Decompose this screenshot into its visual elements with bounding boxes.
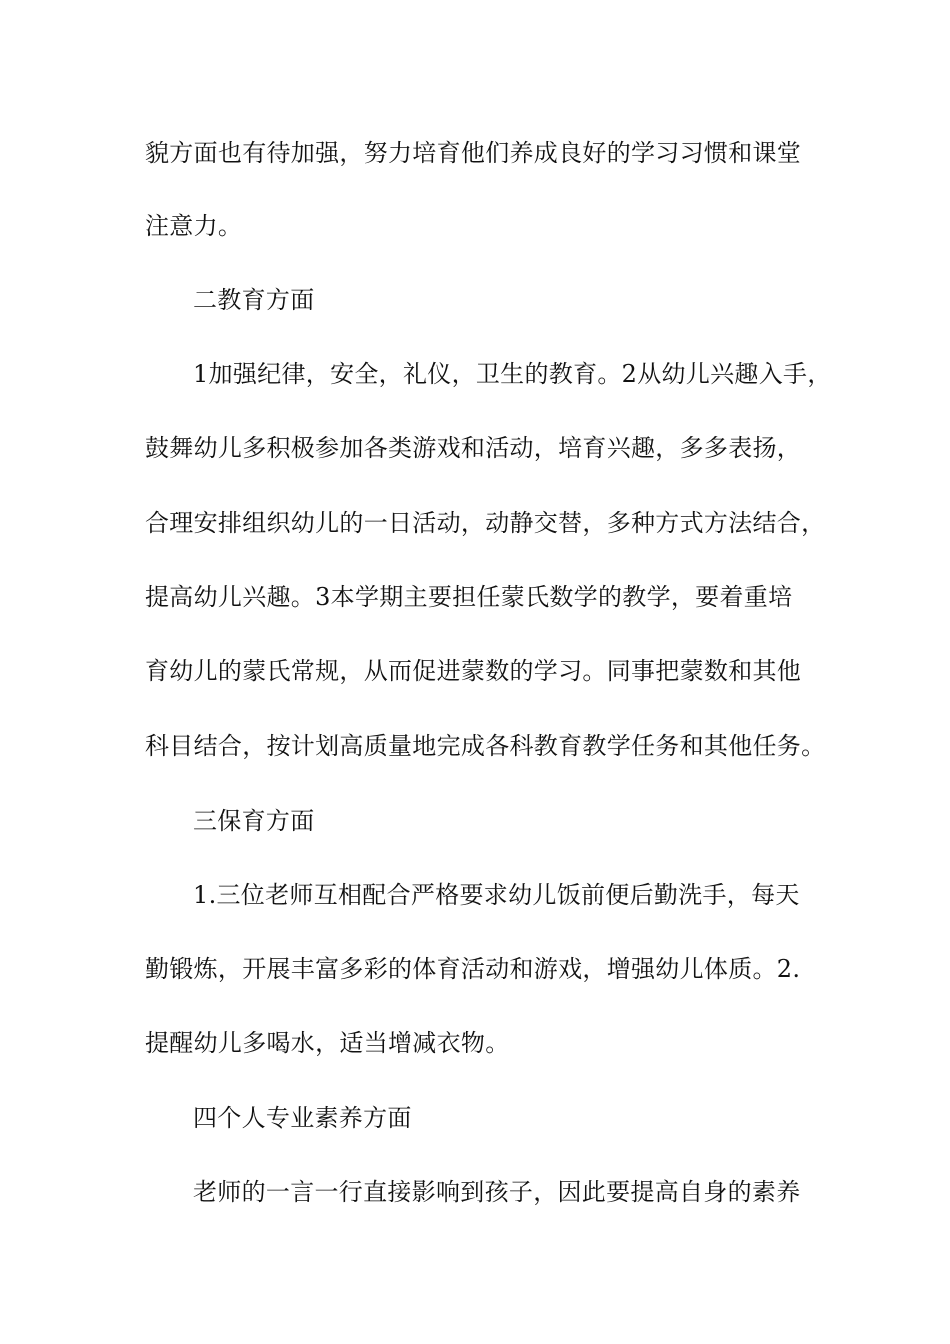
paragraph-line: 提醒幼儿多喝水，适当增减衣物。 [145,1029,510,1057]
paragraph-line: 貌方面也有待加强，努力培育他们养成良好的学习习惯和课堂 [145,139,802,167]
paragraph-line: 老师的一言一行直接影响到孩子，因此要提高自身的素养 [193,1178,801,1206]
paragraph-line: 勤锻炼，开展丰富多彩的体育活动和游戏，增强幼儿体质。2. [145,955,801,983]
paragraph-line: 1加强纪律，安全，礼仪，卫生的教育。2从幼儿兴趣入手， [193,360,832,388]
section-heading-care: 三保育方面 [193,807,315,835]
section-heading-education: 二教育方面 [193,286,315,314]
paragraph-line: 育幼儿的蒙氏常规，从而促进蒙数的学习。同事把蒙数和其他 [145,657,802,685]
paragraph-line: 注意力。 [145,212,243,240]
paragraph-line: 合理安排组织幼儿的一日活动，动静交替，多种方式方法结合， [145,509,826,537]
paragraph-line: 鼓舞幼儿多积极参加各类游戏和活动，培育兴趣，多多表扬， [145,434,802,462]
paragraph-line: 1.三位老师互相配合严格要求幼儿饭前便后勤洗手，每天 [193,881,800,909]
paragraph-line: 提高幼儿兴趣。3本学期主要担任蒙氏数学的教学，要着重培 [145,583,793,611]
paragraph-line: 科目结合，按计划高质量地完成各科教育教学任务和其他任务。 [145,732,826,760]
section-heading-professional: 四个人专业素养方面 [193,1104,412,1132]
